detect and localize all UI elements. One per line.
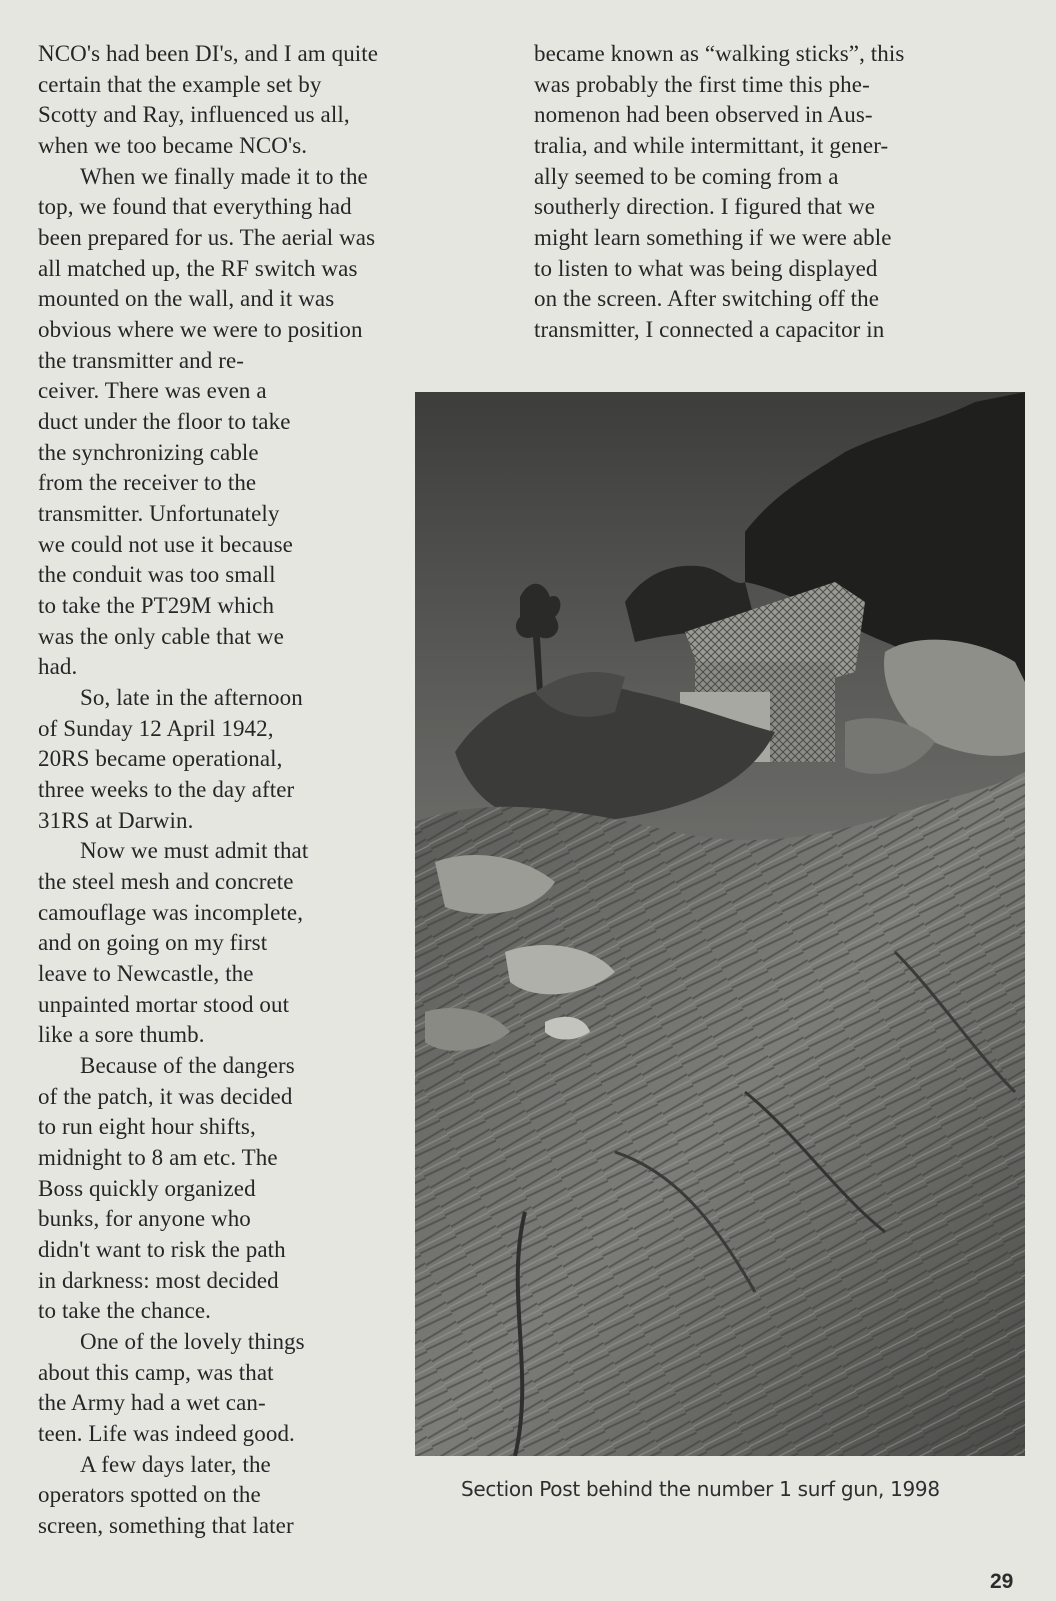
text-line: transmitter, I connected a capacitor in: [534, 317, 885, 342]
text-line: teen. Life was indeed good.: [38, 1421, 295, 1446]
text-line: been prepared for us. The aerial was: [38, 225, 376, 250]
text-line: the steel mesh and concrete: [38, 869, 294, 894]
text-line: Boss quickly organized: [38, 1176, 256, 1201]
section-post-photo: [415, 392, 1025, 1456]
text-line: top, we found that everything had: [38, 194, 352, 219]
text-line: certain that the example set by: [38, 72, 322, 97]
text-line: might learn something if we were able: [534, 225, 892, 250]
text-line: tralia, and while intermittant, it gener-: [534, 133, 889, 158]
text-line: ceiver. There was even a: [38, 378, 267, 403]
text-line: Now we must admit that: [80, 838, 309, 863]
text-line: like a sore thumb.: [38, 1022, 205, 1047]
text-line: was the only cable that we: [38, 624, 284, 649]
text-line: to take the PT29M which: [38, 593, 275, 618]
text-line: camouflage was incomplete,: [38, 900, 304, 925]
text-line: midnight to 8 am etc. The: [38, 1145, 278, 1170]
text-line: was probably the first time this phe-: [534, 72, 870, 97]
text-line: from the receiver to the: [38, 470, 257, 495]
text-line: the transmitter and re-: [38, 348, 245, 373]
text-line: nomenon had been observed in Aus-: [534, 102, 873, 127]
text-line: 20RS became operational,: [38, 746, 283, 771]
text-line: transmitter. Unfortunately: [38, 501, 280, 526]
text-line: the synchronizing cable: [38, 440, 259, 465]
text-line: mounted on the wall, and it was: [38, 286, 335, 311]
text-line: when we too became NCO's.: [38, 133, 308, 158]
text-line: So, late in the afternoon: [80, 685, 303, 710]
text-line: One of the lovely things: [80, 1329, 305, 1354]
text-line: to run eight hour shifts,: [38, 1114, 256, 1139]
text-line: all matched up, the RF switch was: [38, 256, 358, 281]
text-line: obvious where we were to position: [38, 317, 363, 342]
text-line: Because of the dangers: [80, 1053, 295, 1078]
text-line: of the patch, it was decided: [38, 1084, 293, 1109]
text-line: didn't want to risk the path: [38, 1237, 286, 1262]
text-line: A few days later, the: [80, 1452, 271, 1477]
text-line: we could not use it because: [38, 532, 293, 557]
text-line: to take the chance.: [38, 1298, 212, 1323]
text-line: southerly direction. I figured that we: [534, 194, 876, 219]
photo-caption: Section Post behind the number 1 surf gun, 1998: [461, 1477, 940, 1501]
text-line: of Sunday 12 April 1942,: [38, 716, 274, 741]
photo-illustration: [415, 392, 1025, 1456]
text-line: screen, something that later: [38, 1513, 294, 1538]
text-line: unpainted mortar stood out: [38, 992, 290, 1017]
text-line: Scotty and Ray, influenced us all,: [38, 102, 350, 127]
text-line: on the screen. After switching off the: [534, 286, 880, 311]
text-line: about this camp, was that: [38, 1360, 274, 1385]
text-line: in darkness: most decided: [38, 1268, 279, 1293]
text-line: When we finally made it to the: [80, 164, 368, 189]
text-line: operators spotted on the: [38, 1482, 261, 1507]
text-line: duct under the floor to take: [38, 409, 291, 434]
text-line: ally seemed to be coming from a: [534, 164, 839, 189]
text-line: the Army had a wet can-: [38, 1390, 266, 1415]
page-number: 29: [990, 1570, 1014, 1593]
text-line: to listen to what was being displayed: [534, 256, 878, 281]
text-line: 31RS at Darwin.: [38, 808, 194, 833]
text-line: the conduit was too small: [38, 562, 276, 587]
text-line: became known as “walking sticks”, this: [534, 41, 905, 66]
text-line: NCO's had been DI's, and I am quite: [38, 41, 379, 66]
text-line: had.: [38, 654, 78, 679]
text-line: leave to Newcastle, the: [38, 961, 254, 986]
text-line: bunks, for anyone who: [38, 1206, 251, 1231]
text-line: and on going on my first: [38, 930, 268, 955]
text-line: three weeks to the day after: [38, 777, 295, 802]
